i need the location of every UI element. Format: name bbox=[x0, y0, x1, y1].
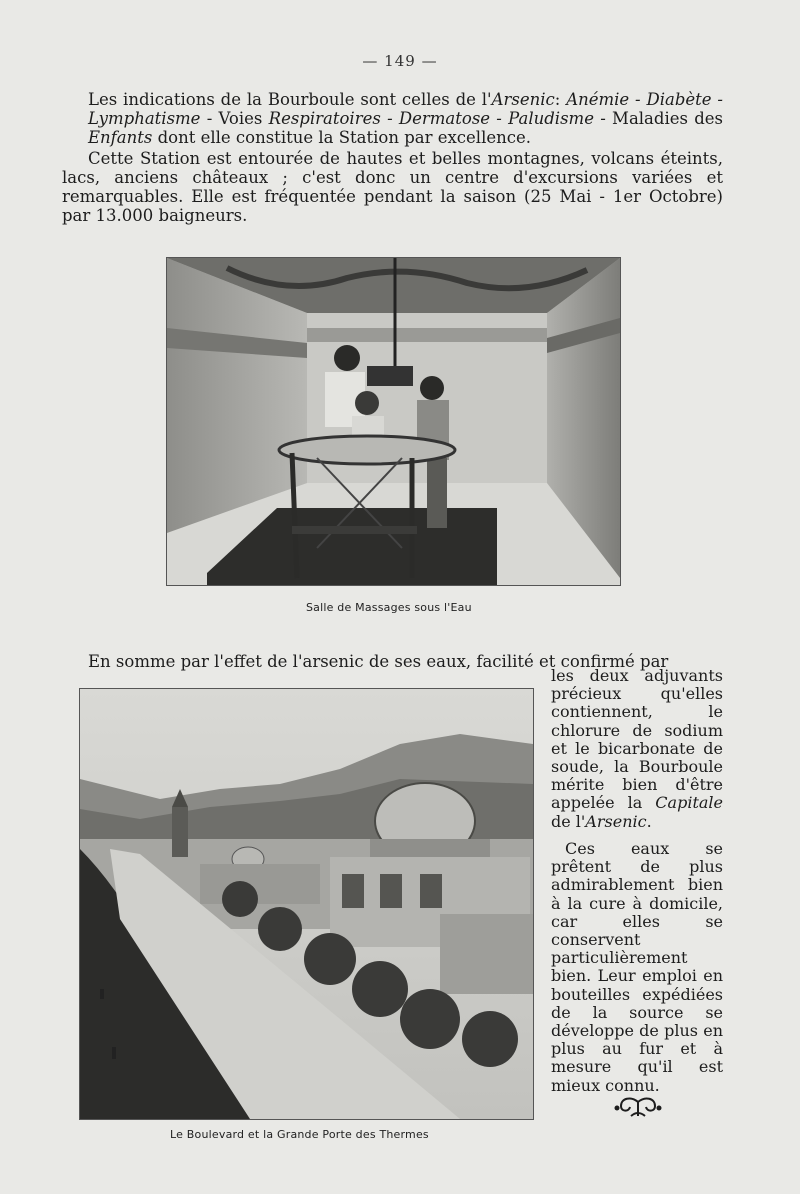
p3-side-b: de l' bbox=[551, 811, 586, 831]
p2-text: Cette Station est entourée de hautes et belles montagnes, volcans éteints, lacs, anciens châteaux ; c'est donc un centre d'excursions variées et remarquables. Elle est fréquentée pendant la saison (25 Mai - 1er Octobre) par 13.000 baigneurs. bbox=[62, 149, 723, 225]
p1-text-d: - Maladies des bbox=[593, 109, 724, 128]
p1-conditions: Anémie - Diabète - Lymphatisme bbox=[88, 90, 723, 128]
fleuron-ornament-icon bbox=[613, 1096, 663, 1122]
figure2-caption: Le Boulevard et la Grande Porte des Thermes bbox=[170, 1128, 429, 1141]
paragraph-station bbox=[62, 149, 723, 225]
p3-capitale: Capitale bbox=[655, 793, 723, 813]
paragraph-cure-domicile bbox=[551, 840, 723, 1095]
p1-enfants: Enfants bbox=[88, 128, 153, 147]
p1-text-a: Les indications de la Bourboule sont celles de l' bbox=[88, 90, 492, 109]
page-number: — 149 — bbox=[362, 52, 438, 70]
p3-lead: En somme par l'effet de l'arsenic de ses eaux, facilité et confirmé par bbox=[88, 652, 669, 671]
p3-side-a: les deux adjuvants précieux qu'elles contiennent, le chlorure de sodium et le bicarbonate de soude, la Bourboule mérite bien d'être appelée la bbox=[551, 666, 723, 813]
p3-side-c: . bbox=[646, 811, 652, 831]
p1-text-b: : bbox=[554, 90, 567, 109]
boulevard-illustration bbox=[80, 689, 533, 1119]
p1-arsenic: Arsenic bbox=[491, 90, 555, 109]
p3-arsenic: Arsenic bbox=[585, 811, 647, 831]
photo-massage-room bbox=[166, 257, 621, 586]
p1-respiratoires: Respiratoires - Dermatose - Paludisme bbox=[268, 109, 594, 128]
p1-text-e: dont elle constitue la Station par excellence. bbox=[152, 128, 532, 147]
paragraph-en-somme-side bbox=[551, 667, 723, 831]
paragraph-indications bbox=[88, 90, 723, 147]
p1-text-c: - Voies bbox=[200, 109, 269, 128]
p4-text: Ces eaux se prêtent de plus admirablement bien à la cure à domicile, car elles se conservent particulièrement bien. Leur emploi en bouteilles expédiées de la source se développe de plus en plus au fur et à mesure qu'il est mieux connu. bbox=[551, 839, 723, 1095]
massage-room-illustration bbox=[167, 258, 620, 585]
photo-boulevard-thermes bbox=[79, 688, 534, 1120]
figure1-caption: Salle de Massages sous l'Eau bbox=[306, 601, 472, 614]
